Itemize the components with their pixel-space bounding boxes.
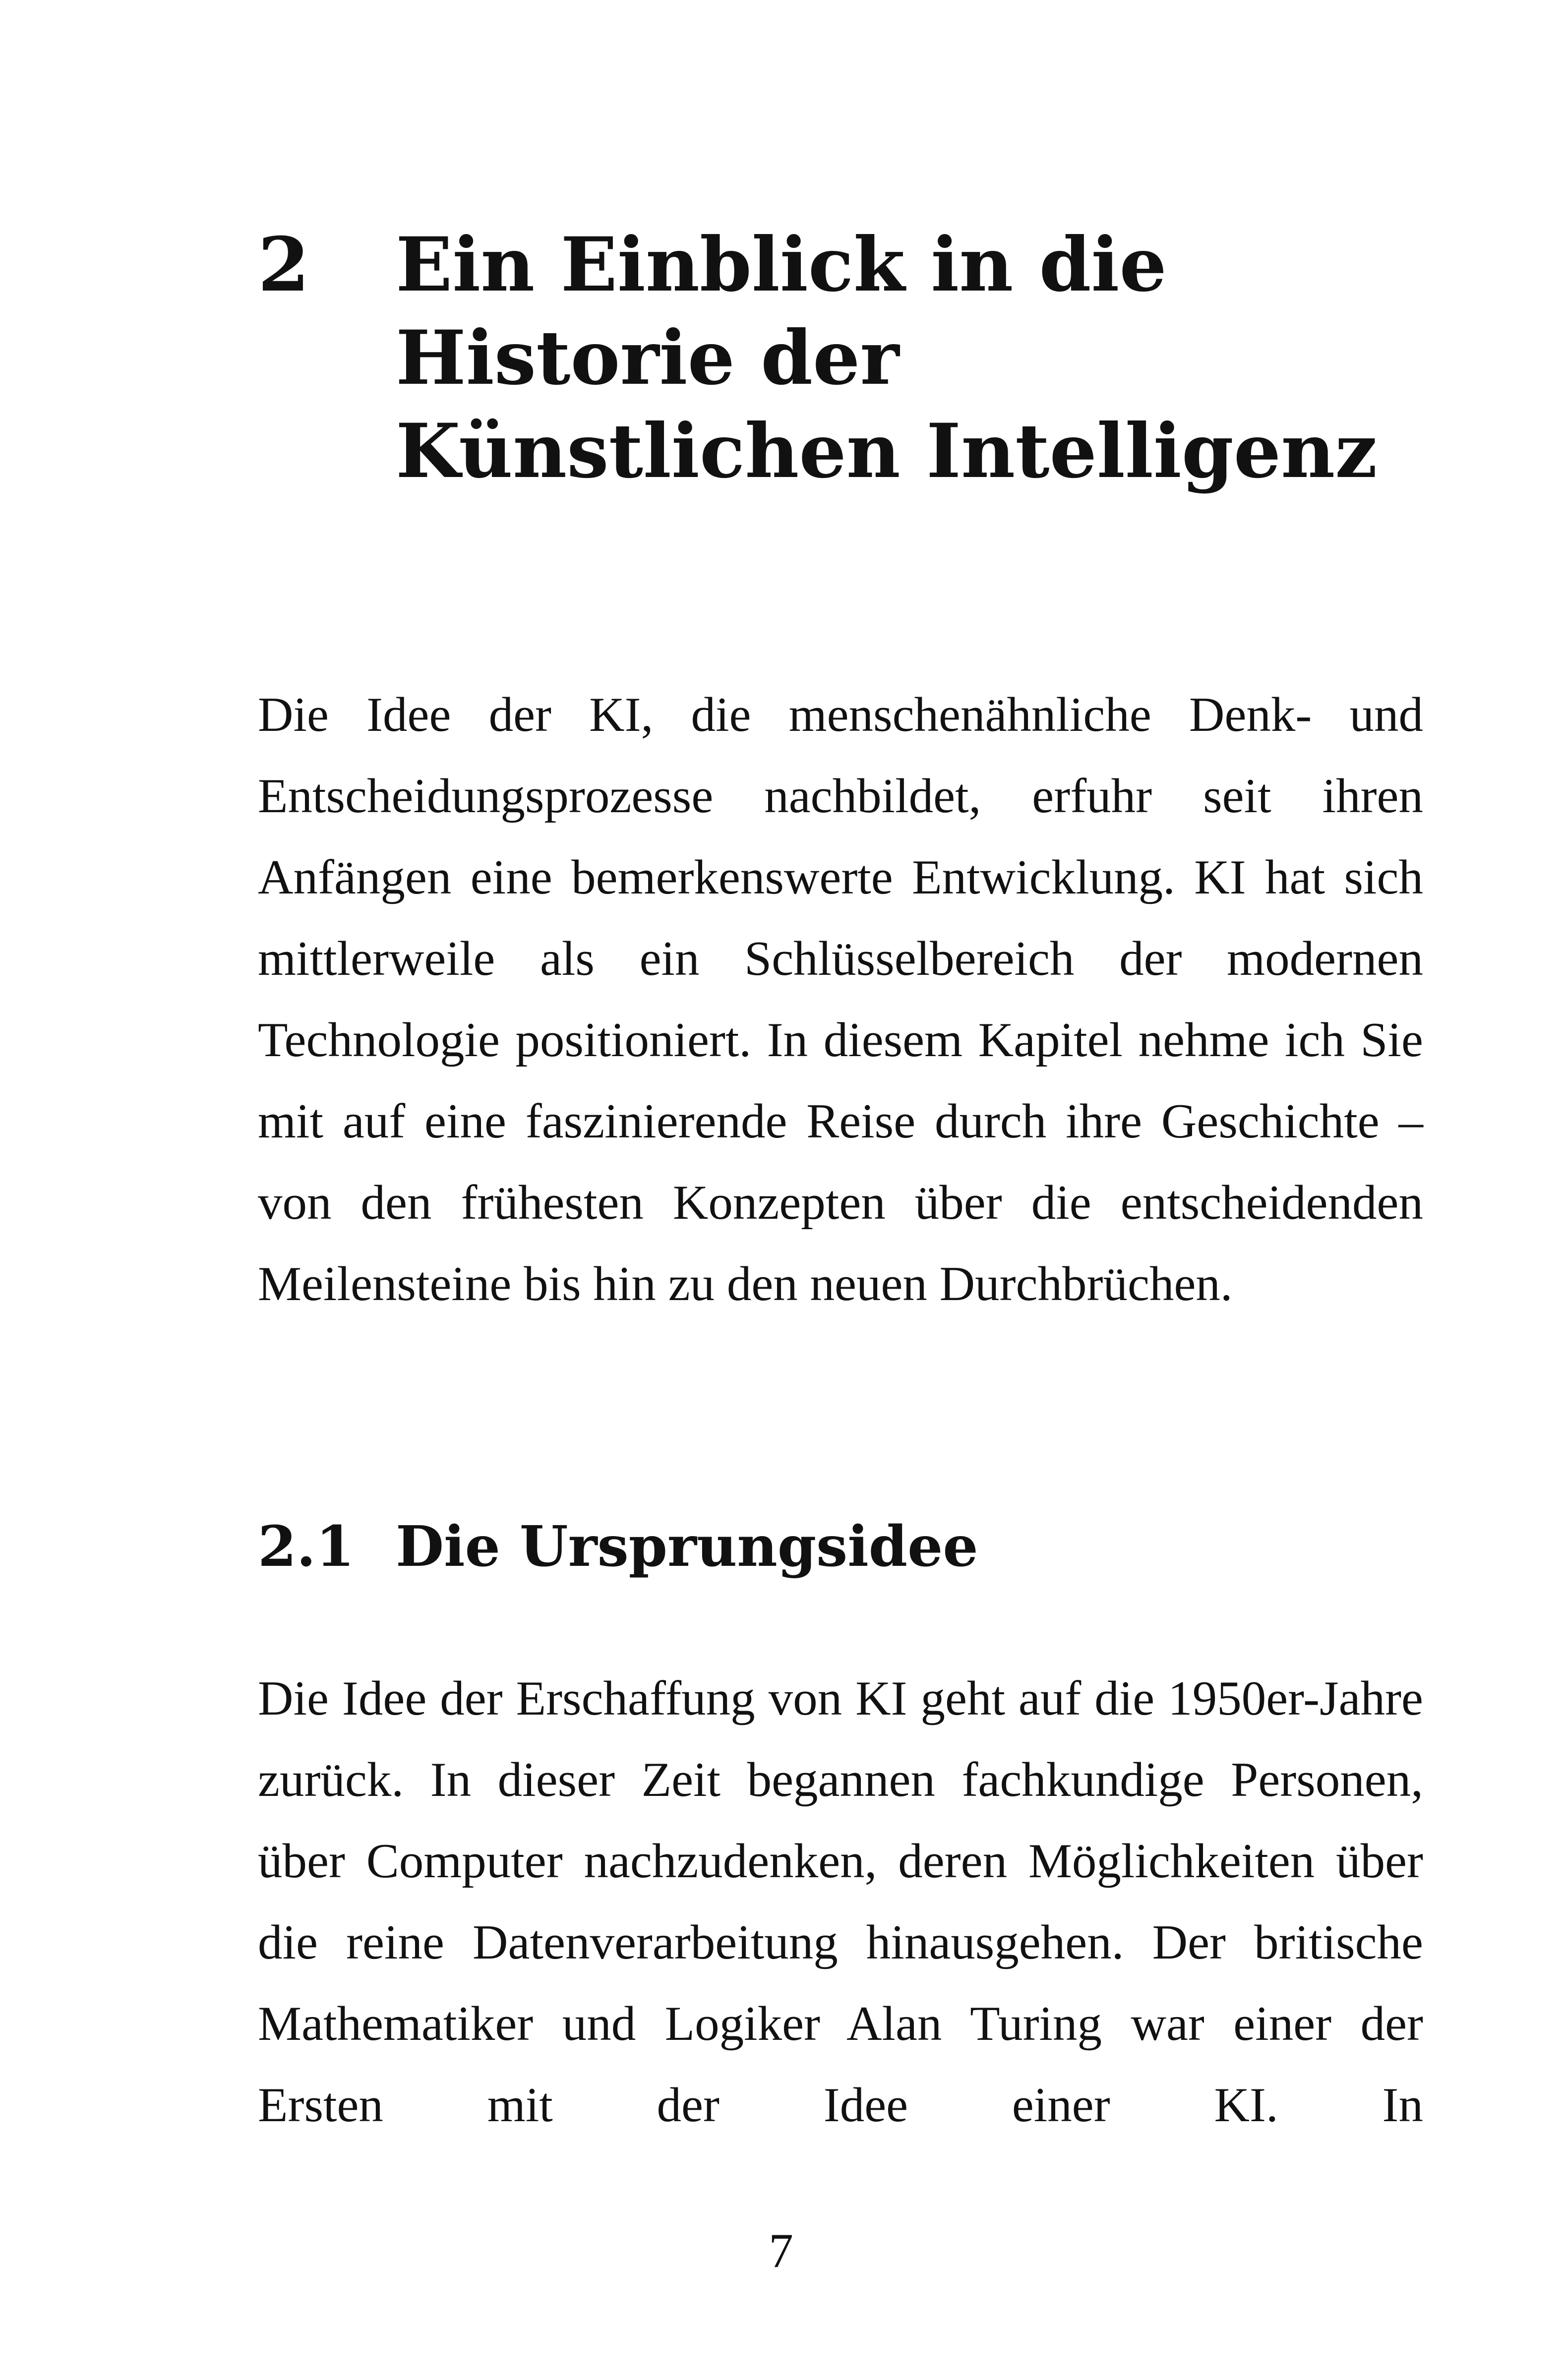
section-title: Die Ursprungsidee [396, 1514, 978, 1579]
section-paragraph: Die Idee der Erschaffung von KI geht auf die 1950er-Jahre zurück. In dieser Zeit begannen fachkundige Personen, über Computer nachzudenken, deren Möglichkeiten über die reine Datenverarbeitung hinausgehen. Der britische Mathematiker und Logiker Alan Turing war einer der Ersten mit der Idee einer KI. In [258, 1671, 1423, 2132]
chapter-title: Ein Einblick in die Historie der Künstlichen Intelligenz [396, 221, 1378, 495]
page-number: 7 [769, 2224, 793, 2278]
section-number: 2.1 [258, 1514, 355, 1579]
chapter-number: 2 [258, 221, 310, 308]
intro-paragraph: Die Idee der KI, die menschenähnliche Denk- und Entscheidungsprozesse nachbildet, erfuhr seit ihren Anfängen eine bemerkenswerte Entwicklung. KI hat sich mittlerweile als ein Schlüsselbereich der modernen Technologie positioniert. In diesem Kapitel nehme ich Sie mit auf eine faszinierende Reise durch ihre Geschichte – von den frühesten Konzepten über die entscheidenden Meilensteine bis hin zu den neuen Durchbrüchen. [258, 688, 1423, 1311]
